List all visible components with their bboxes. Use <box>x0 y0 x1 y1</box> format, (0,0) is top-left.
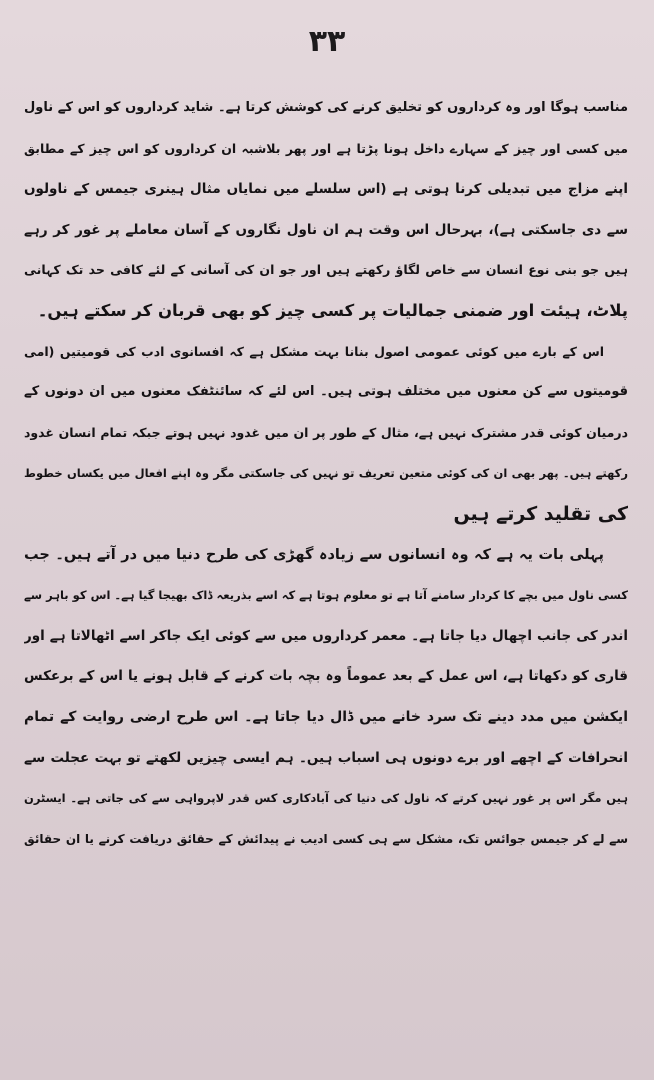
text-line: میں کسی اور چیز کے سہارے داخل ہونا پڑتا ہے اور پھر بلاشبہ ان کرداروں کو اس چیز کے مطابق <box>24 140 628 156</box>
text-line: کسی ناول میں بچے کا کردار سامنے آتا ہے تو معلوم ہوتا ہے کہ اسے بذریعہ ڈاک بھیجا گیا ہے۔ اس کو باہر سے <box>24 588 628 603</box>
text-line: انحرافات کے اچھے اور برے دونوں ہی اسباب ہیں۔ ہم ایسی چیزیں لکھتے تو بہت عجلت سے <box>24 749 628 766</box>
text-line: اندر کی جانب اچھال دیا جاتا ہے۔ معمر کرداروں میں سے کوئی ایک جاکر اسے اٹھالاتا ہے اور <box>24 627 628 644</box>
text-line: ہیں جو بنی نوع انسان سے خاص لگاؤ رکھتے ہیں اور جو ان کی آسانی کے لئے کافی حد تک کہانی <box>24 262 628 278</box>
text-line: رکھتے ہیں۔ پھر بھی ان کی کوئی متعین تعریف تو نہیں کی جاسکتی مگر وہ اپنے افعال میں یکساں خطوط <box>24 466 628 481</box>
text-line: قاری کو دکھاتا ہے، اس عمل کے بعد عموماً وہ بچہ بات کرنے کے قابل ہونے یا اس کے برعکس <box>24 668 628 685</box>
text-line: اس کے بارے میں کوئی عمومی اصول بنانا بہت مشکل ہے کہ افسانوی ادب کی قومیتیں (امی <box>24 343 604 359</box>
text-line: پہلی بات یہ ہے کہ وہ انسانوں سے زیادہ گھڑی کی طرح دنیا میں در آتے ہیں۔ جب <box>24 546 604 563</box>
text-line: سے لے کر جیمس جوائس تک، مشکل سے ہی کسی ادیب نے پیدائش کے حقائق دریافت کرنے یا ان حقائق <box>24 831 628 846</box>
text-line: قومیتوں سے کن معنوں میں مختلف ہوتی ہیں۔ اس لئے کہ سائنٹفک معنوں میں ان دونوں کے <box>24 384 628 400</box>
text-line: پلاٹ، ہیئت اور ضمنی جمالیات پر کسی چیز کو بھی قربان کر سکتے ہیں۔ <box>37 300 628 320</box>
text-line: ہیں مگر اس پر غور نہیں کرتے کہ ناول کی دنیا کی آبادکاری کس قدر لاپرواہی سے کی جاتی ہے۔ ایسٹرن <box>24 791 628 806</box>
text-line: ایکشن میں مدد دینے تک سرد خانے میں ڈال دیا جاتا ہے۔ اس طرح ارضی روایت کے تمام <box>24 708 628 725</box>
text-line: اپنے مزاج میں تبدیلی کرنا ہوتی ہے (اس سلسلے میں نمایاں مثال ہینری جیمس کے ناولوں <box>24 181 628 198</box>
text-line: مناسب ہوگا اور وہ کرداروں کو تخلیق کرنے کی کوشش کرتا ہے۔ شاید کرداروں کو اس کے ناول <box>24 100 628 115</box>
page-number: ۳۳ <box>308 24 346 59</box>
body-text <box>24 88 628 859</box>
text-line: کی تقلید کرتے ہیں <box>453 502 628 525</box>
text-line: درمیان کوئی قدر مشترک نہیں ہے، مثال کے طور پر ان میں غدود نہیں ہوتے جبکہ تمام انسان غدود <box>24 424 628 440</box>
text-line: سے دی جاسکتی ہے)، بہرحال اس وقت ہم ان ناول نگاروں کے آسان معاملے پر غور کر رہے <box>24 221 628 238</box>
